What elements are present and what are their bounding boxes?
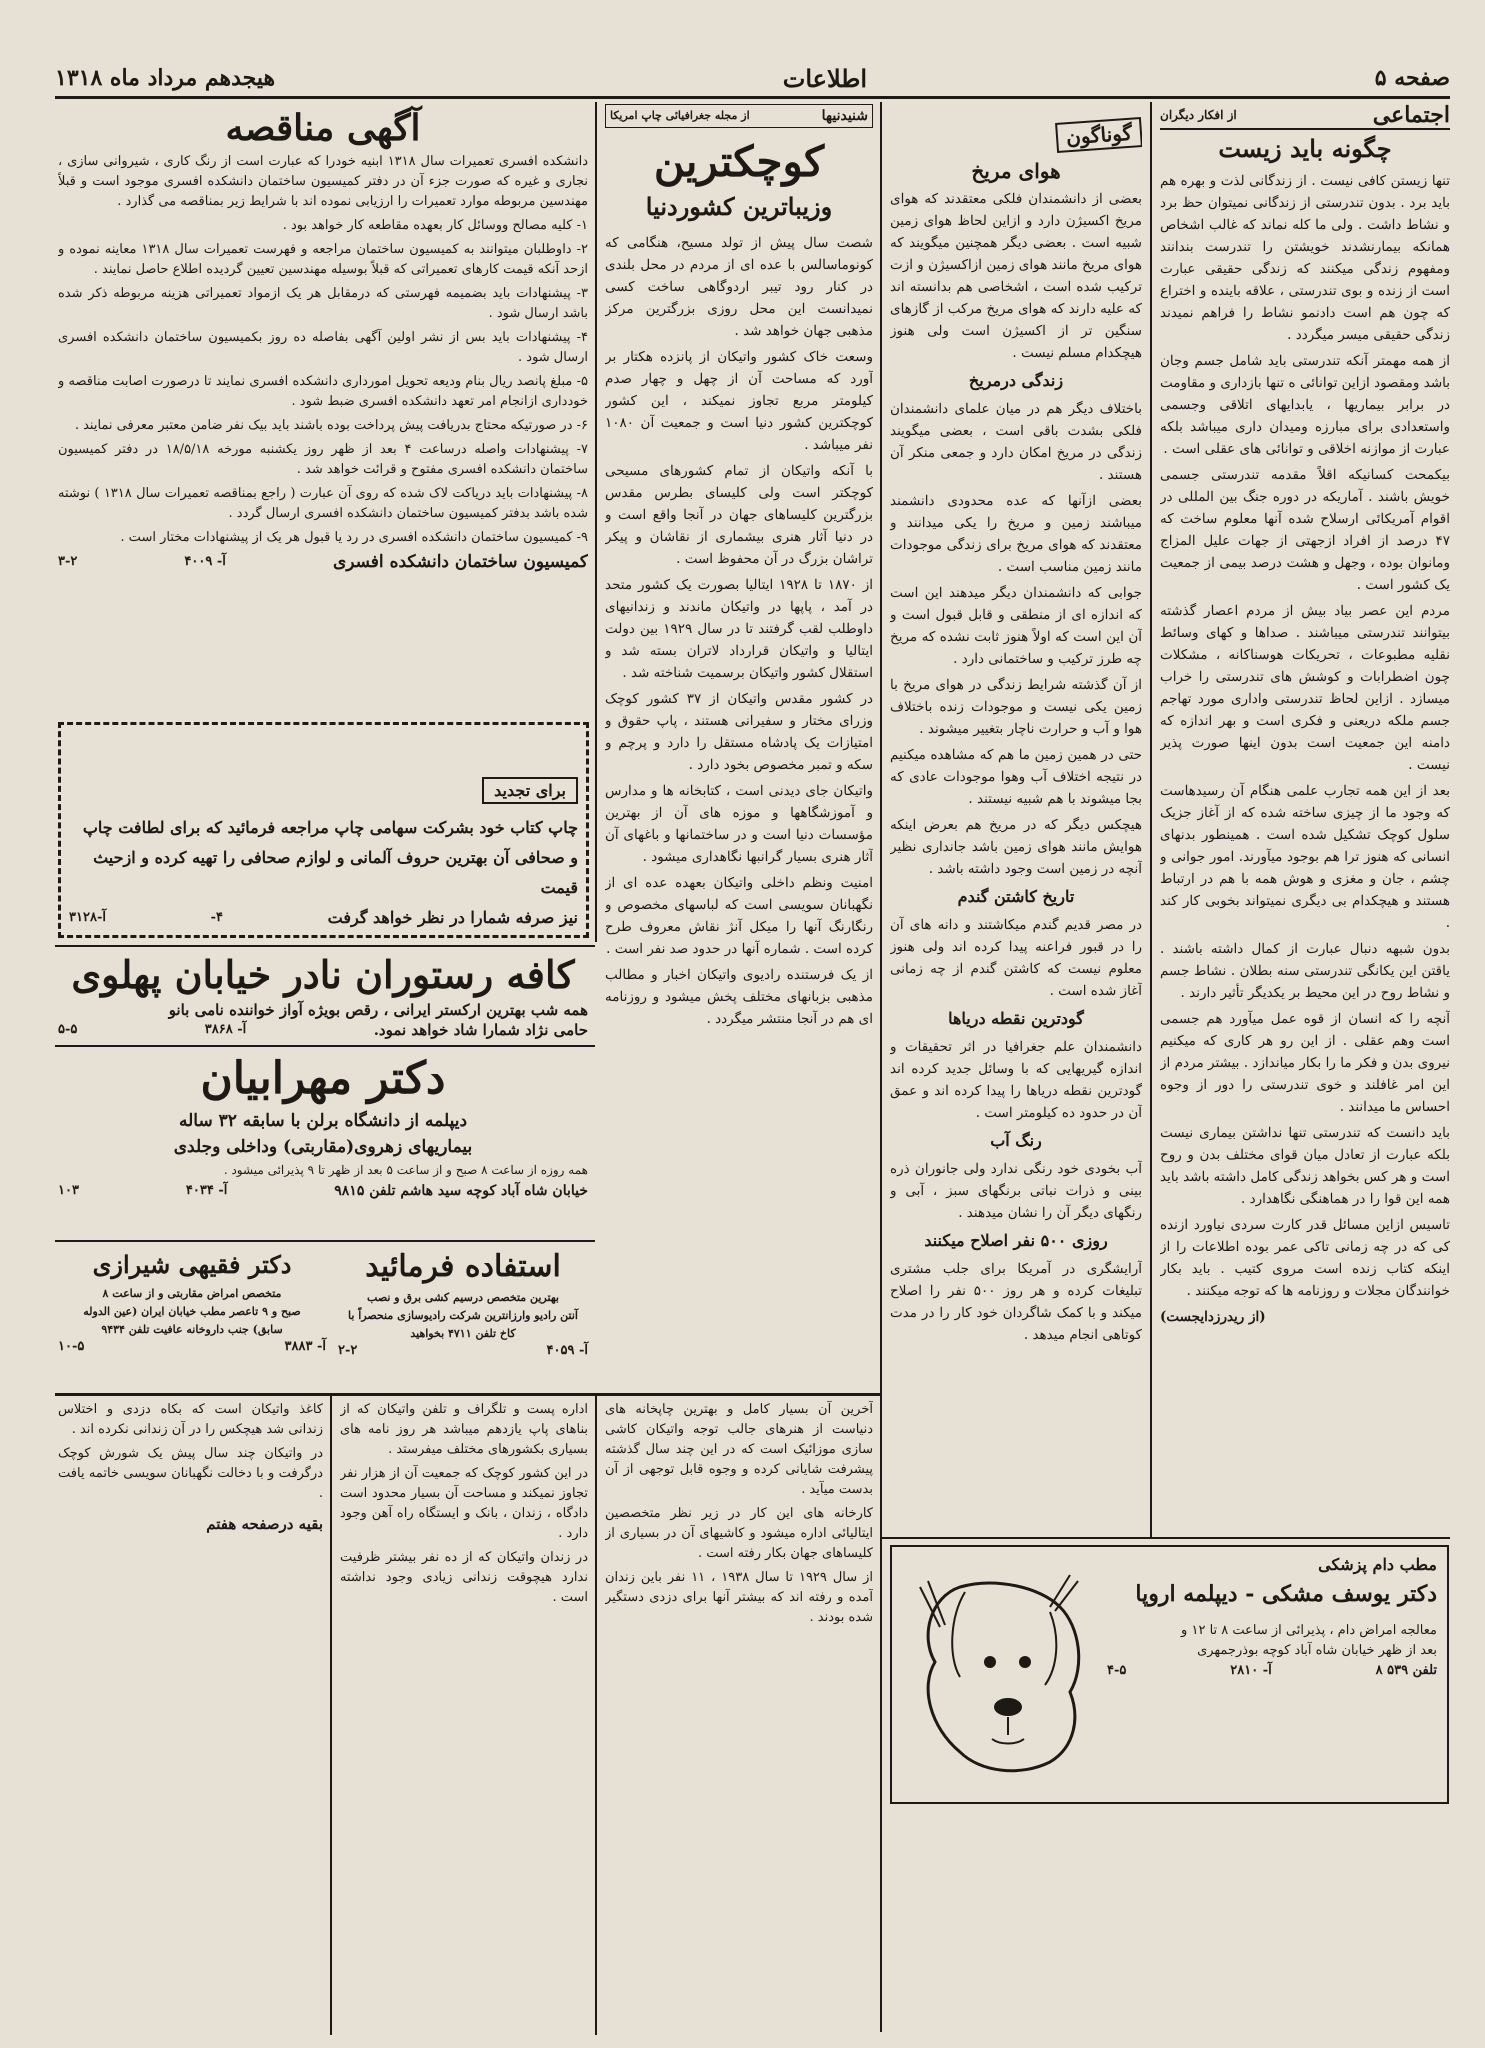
ad-code: ۴- [210,910,223,925]
list-item: ۸- پیشنهادات باید دریاکت لاک شده که روی آن عبارت ( راجع بمناقصه تعمیرات سال ۱۳۱۸ ) نوشته شده باشد بدفتر کمیسیون ساختمان دانشکده افسری ارسال گردد . [58,486,588,521]
list-item: ۲- داوطلبان میتوانند به کمیسیون ساختمان مراجعه و فهرست تعمیرات سال ۱۳۱۸ معاینه نموده و ازحد آنکه قیمت کارهای تعمیراتی که قبلاً بوسیله مهندسین تعیین گردیده اطلاع حاصل نمایند . [58,242,588,277]
social-column [1160,104,1450,1534]
paragraph: آرایشگری در آمریکا برای جلب مشتری تبلیغات کرده و هر روز ۵۰۰ نفر را اصلاح میکند و با کمک شاگردان خود کار را در مدت کوتاهی انجام میدهد . [890,1261,1142,1343]
paragraph: در کشور مقدس واتیکان از ۳۷ کشور کوچک وزرای مختار و سفیرانی هستند ، پاپ حقوق و امتیازات یک پادشاه مستقل را دارد و پرچم و سکه و تمبر مخصوص بخود دارد . [605,691,873,773]
ad-code: ۳-۲ [58,554,78,569]
column-rule [595,1395,597,2035]
paragraph: شصت سال پیش از تولد مسیح، هنگامی که کونوماسالس با عده ای از مردم در محل بلندی در کنار رود تیبر اردوگاهی ساخت کسی نمیدانست این محل روزی بزرگترین مرکز مذهبی جهان خواهد شد . [605,235,873,339]
masthead [55,60,1450,99]
print-ad-box [58,722,589,938]
paragraph: تاسیس ازاین مسائل قدر کارت سردی نیاورد ازنده کی که در چه زمانی تاکی عمر بوده اطلاعات را از اینکه کتاب زنده است مروی کتیب . باید بکار خوانندگان مجلات و روزنامه ها که توجه میکنند . [1160,1217,1450,1299]
bottom-article-col [58,1400,323,2030]
paragraph: با آنکه واتیکان از تمام کشورهای مسیحی کوچکتر است ولی کلیسای بطرس مقدس بزرگترین کلیساهای جهان در آنجا واقع است و در دنیا آثار هنری بیشماری از نقاشان و پیکر تراشان بزرگ در آن محفوظ است . [605,463,873,567]
ad-line: کاخ تلفن ۴۷۱۱ بخواهید [410,1327,516,1340]
paragraph: در واتیکان چند سال پیش یک شورش کوچک درگرفت و با دخالت نگهبانان سویسی خاتمه یافت . [58,1446,323,1501]
ad-line: همه روزه از ساعت ۸ صبح و از ساعت ۵ بعد از ظهر تا ۹ پذیرائی میشود . [223,1163,588,1177]
ad-line: چاپ کتاب خود بشرکت سهامی چاپ مراجعه فرمائید که برای لطافت چاپ [82,818,578,837]
paragraph: از ۱۸۷۰ تا ۱۹۲۸ ایتالیا بصورت یک کشور متحد در آمد ، پاپها در واتیکان ماندند و زندانیهای داوطلب لقب گرفتند تا در سال ۱۹۲۹ بین دولت ایتالیا و واتیکان قرارداد لاتران بسته شد و استقلال کشور واتیکان برسمیت شناخته شد . [605,577,873,681]
paragraph: در مصر قدیم گندم میکاشتند و دانه های آن را در قبور فراعنه پیدا کرده اند ولی هنوز معلوم نیست که کاشتن گندم از چه زمانی آغاز شده است . [890,917,1142,999]
bottom-article-col [340,1400,588,2030]
list-item: ۱- کلیه مصالح ووسائل کار بعهده مقاطعه کار خواهد بود . [282,218,588,233]
ad-code: ۱۰-۵ [58,1339,85,1354]
ad-line: متخصص امراض مقاربتی و از ساعت ۸ [102,1287,282,1300]
doctor-shirazi-ad [58,1245,326,1385]
paragraph: دانشکده افسری تعمیرات سال ۱۳۱۸ ابنیه خودرا که عبارت است از رنگ کاری ، شیروانی سازی ، نجاری و غیره که صورت جزء آن در دفتر کمیسیون ساختمان دانشکده افسری موجود است و قبلاً مهندسین مربوطه موارد تعمیرات را ارزیابی نموده اند با شرایط زیر بمناقصه می گذارد . [58,154,588,209]
list-item: ۵- مبلغ پانصد ریال بنام ودیعه تحویل امورداری دانشکده افسری نمایند تا درصورت اصابت مناقصه و خودداری ازانجام امر تعهد دانشکده افسری ضبط شود . [58,374,588,409]
ad-line: صبح و ۹ تاعصر مطب خیابان ایران (عین الدوله [83,1305,301,1318]
list-item: ۷- پیشنهادات واصله درساعت ۴ بعد از ظهر روز یکشنبه مورخه ۱۸/۵/۱۸ در دفتر کمیسیون ساختمان دانشکده افسری مفتوح و قرائت خواهد شد . [58,442,588,477]
page-number: صفحه ۵ [1374,65,1450,91]
ad-line: نیز صرفه شمارا در نظر خواهد گرفت [327,908,578,927]
paragraph: اداره پست و تلگراف و تلفن واتیکان که از بناهای پاپ یازدهم میباشد هر روز نامه های بسیاری بکشورهای مختلف میفرستد . [340,1402,588,1457]
section-label: اجتماعی [1372,104,1450,128]
paragraph: حتی در همین زمین ما هم که مشاهده میکنیم در نتیجه اختلاف آب وهوا موجودات عادی که بجا میشوند با هم شبیه نیستند . [890,747,1142,807]
vatican-column [605,104,873,1389]
paragraph: دانشمندان علم جغرافیا در اثر تحقیقات و اندازه گیریهایی که با وسائل جدید کرده اند گودترین نقطه دریاها را پیدا کرده اند و عمق آن در حدود ده کیلومتر است . [890,1039,1142,1121]
paragraph: از سال ۱۹۲۹ تا سال ۱۹۳۸ ، ۱۱ نفر باین زندان آمده و رفته اند که بیشتر آنها برای دزدی دستگیر شده بودند . [605,1570,873,1625]
ad-line: و صحافی آن بهترین حروف آلمانی و لوازم صحافی را تهیه کرده و ازحیث قیمت [93,848,578,897]
paragraph: بعضی از دانشمندان فلکی معتقدند که هوای مریخ اکسیژن دارد و ازاین لحاظ هوای زمین شبیه است . بعضی دیگر همچنین میگویند که هوای مریخ مانند هوای زمین ازاکسیژن و ازت ترکیب شده است ، اشخاصی هم بدانسته اند که علیه دارند که هوای مریخ مرکب از گازهای سنگین تر از اکسیژن است ولی هنوز هیچکدام مسلم نیست . [890,191,1142,361]
column-rule [595,102,597,942]
paragraph: آخرین آن بسیار کامل و بهترین چاپخانه های دنیاست از هنرهای جالب توجه واتیکان کاشی سازی موزائیک است که در این چند سال گذشته پیشرفت شایانی کرده و وجوه قابل توجهی از آن بدست میآید . [605,1402,873,1497]
misc-column [890,104,1142,1534]
paragraph: باختلاف دیگر هم در میان علمای دانشمندان فلکی بشدت باقی است ، بعضی میگویند زندگی در مریخ امکان دارد و جمعی منکر آن هستند . [890,401,1142,483]
paragraph: کاغذ واتیکان است که بکاه دزدی و اختلاس زندانی شد هیچکس را در آن زندانی نکرده اند . [58,1402,323,1437]
paragraph: در زندان واتیکان که از ده نفر بیشتر ظرفیت ندارد هیچوقت زندانی زیادی وجود نداشته است . [340,1550,588,1605]
issue-date: هیجدهم مرداد ماه ۱۳۱۸ [55,65,276,91]
ad-line: دیپلمه از دانشگاه برلن با سابقه ۳۲ ساله [178,1111,468,1131]
continued-note: بقیه درصفحه هفتم [206,1515,323,1533]
list-item: ۶- در صورتیکه محتاج بدریافت پیش پرداخت بوده باشند باید بیک نفر ضامن معتبر معرفی نمایند . [74,418,588,433]
list-item: ۴- پیشنهادات باید بس از نشر اولین آگهی بفاصله ده روز بکمیسیون ساختمان دانشکده افسری ارسال شود . [58,330,588,365]
section-rule [55,1393,880,1396]
paragraph: از همه مهمتر آنکه تندرستی باید شامل جسم وجان باشد ومقصود ازاین توانائی ه تنها بازداری و مقاومت در برابر بیماریها ، یابدایهای اتلاقی وجسمی واستعدادی برای مبارزه ومیدان داری میباشد بلکه عبارت از موازنه اخلاقی و توانائی های عقلی است . [1160,353,1450,457]
ad-code: آ- ۲۸۱۰ [1230,1663,1272,1678]
ad-title: آگهی مناقصه [225,107,421,149]
column-rule [330,1395,332,2035]
paragraph: از آن گذشته شرایط زندگی در هوای مریخ با زمین یکی نیست و موجودات زنده باختلاف هوا و آب و حرارت ناچار بتغییر میشوند . [890,677,1142,737]
kicker: شنیدنیها [821,108,868,124]
subheading: روزی ۵۰۰ نفر اصلاح میکنند [924,1231,1108,1250]
dog-head-illustration [900,1567,1090,1787]
ad-title: استفاده فرمائید [365,1249,561,1284]
paragraph: بعد از این همه تجارب علمی هنگام آن رسیدهاست که وجود ما از چیزی ساخته شده که از آغاز جزیک سلول کوچک تشکیل شده است . همینطور بدنهای انسانی که هنوز ترا هم بوجود میآورند. امور جوانی و چشم ، جان و مغزی و هوش همه با هم در ارتباط هستند و هیچکدام بی دیگری نمیتواند بخوبی کار کند . [1160,783,1450,931]
ad-code: آ- ۳۸۸۳ [284,1339,326,1354]
ad-code: ۴-۵ [1107,1663,1127,1678]
ad-title: دکتر مهرابیان [200,1053,446,1104]
ad-code: ۲-۲ [338,1343,358,1358]
subheading: تاریخ کاشتن گندم [957,887,1075,906]
paragraph: بیکمحت کسانیکه اقلاً مقدمه تندرستی جسمی خویش باشند . آماریکه در دوره جنگ بین المللی در اقوام آمریکائی ارسلاح شده آنها معلوم ساخت که ۴۷ درصد از افراد ازجهتی از جهات عليل المزاج ومانوان بوده ، وجهل و هشت درصد بیمی از جمعیت یک کشور است . [1160,467,1450,593]
section-label: گوناگون [1055,117,1142,153]
ad-line: آنتن رادیو وارزانترین شرکت رادیوسازی منحصراً با [348,1309,578,1322]
ad-line: بیماریهای زهروی(مقاربتی) وداخلی وجلدی [173,1137,473,1157]
section-rule [882,1537,1450,1539]
paragraph: امنیت ونظم داخلی واتیکان بعهده عده ای از نگهبانان سویسی است که لباسهای مخصوص و رنگارنگ آنها را میکل آنژ نقاش معروف طرح کرده است . شماره آنها در حدود صد نفر است . [605,875,873,957]
source-label: از مجله جغرافیائی چاپ امریکا [610,109,750,122]
article-subtitle: وزیباترین کشوردنیا [645,192,833,221]
paragraph: آنچه را که انسان از قوه عمل میآورد هم جسمی است وهم عقلی . از این رو هر کاری که میکنیم نیروی بدن و فکر ما را بکار میاندازد . بیشتر مردم از این امر غافلند و خوی تندرستی را دور از وجوه احساس ما میدانند . [1160,1011,1450,1115]
ad-code: آ-۳۱۲۸ [69,910,106,925]
section-rule [55,1045,595,1047]
estefade-ad [338,1245,588,1385]
article-title: چگونه باید زیست [1218,134,1392,163]
signature: کمیسیون ساختمان دانشکده افسری [332,552,588,572]
ad-line: تلفن ۵۳۹ ۸ [1375,1663,1437,1678]
paragraph: از یک فرستنده رادیوی واتیکان اخبار و مطالب مذهبی بزبانهای مختلف پخش میشود و روزنامه ای هم در آنجا منتشر میگردد . [605,967,873,1027]
article-title: هوای مریخ [971,159,1061,183]
ad-title: مطب دام پزشکی [1318,1555,1437,1574]
paragraph: وسعت خاک کشور واتیکان از پانزده هکتار بر آورد که مساحت آن از چهل و چهار صدم کیلومتر مربع تجاوز نمیکند ، این کشور کوچکترین کشور دنیا است و جمعیت آن ۱۰۸۰ نفر میباشد . [605,349,873,453]
list-item: ۳- پیشنهادات باید بضمیمه فهرستی که درمقابل هر یک ازمواد تعمیراتی هزینه مربوطه ذکر شده باشد ارسال شود . [58,286,588,321]
newspaper-name: اطلاعات [782,63,868,93]
cafe-ad [58,950,588,1042]
ad-title: برای تجدید [482,777,578,804]
credit: (از ریدرزدایجست) [1160,1309,1266,1325]
paragraph: بدون شبهه دنبال عبارت از کمال داشته باشند . ياقتن این یکانگی تندرستی سنه بطلان . نشاط جسم و نشاط روح در این محیط بر یکدیگر تأثیر دارند . [1160,941,1450,1001]
paragraph: مردم این عصر بیاد بیش از مردم اعصار گذشته بیتوانند تندرستی میباشند . صداها و کهای وسائط نقلیه مطبوعات ، تحریکات هوسناکانه ، مشکلات چون اضطرابات و کوشش های تندرستی را خراب میسازد . ازاین لحاظ تندرستی واداری مورد تهاجم جسم ملکه دریعنی و فکری است و بهر اندازه که دامنه این جمعیت است بدون اینها صورت پذیر نیست . [1160,603,1450,773]
ad-code: آ- ۴۰۳۴ [185,1183,228,1198]
column-rule [1150,102,1152,1537]
subheading: زندگی درمریخ [968,371,1064,390]
ad-name: دکتر یوسف مشکی - دیپلمه اروپا [1135,1581,1437,1607]
paragraph: آب بخودی خود رنگی ندارد ولی جانوران ذره بینی و ذرات نباتی برنگهای سبز ، آبی و رنگهای دیگر آن را نشان میدهند . [890,1161,1142,1221]
paragraph: تنها زیستن کافی نیست . از زندگانی لذت و بهره هم باید برد . بدون تندرستی از زندگانی نمیتوان حظ برد و نشاط داشت . ولی ما کله نماند که غالب اشخاص همانکه بیمارنشدند خویشتن را تندرست بندانند ومفهوم زندگی میکنند که زندگی حقیقی عبارت است از زنده و بوی تندرستی ، علاقه باینده و اختراع که چون هم است دادنمو نشاط را فراهم نمیدند زندگی حقیقی میسر میگردد . [1160,173,1450,343]
ad-line: بهترین متخصص درسیم کشی برق و نصب [367,1291,559,1304]
paragraph: باید دانست که تندرستی تنها نداشتن بیماری نیست بلکه عبارت از تعادل میان قوای مختلف بدن و روح است و هر کس بخواهد زندگی کامل داشته باشد باید همه این قوا را در هماهنگی نگاهدارد . [1160,1125,1450,1207]
ad-line: خیابان شاه آباد کوچه سید هاشم تلفن ۹۸۱۵ [334,1183,588,1199]
ad-title: دکتر فقیهی شیرازی [92,1250,292,1279]
ad-line: سابق) جنب داروخانه عافیت تلفن ۹۴۳۴ [101,1323,283,1336]
subheading: گودترین نقطه دریاها [948,1009,1084,1028]
vet-ad [890,1545,1449,1804]
subheading: رنگ آب [990,1131,1042,1150]
column-rule [880,102,882,2032]
ad-code: آ- ۴۰۵۹ [546,1343,588,1358]
ad-code: آ- ۴۰۰۹ [184,554,226,569]
article-title: کوچکترین [653,137,825,186]
ad-line: همه شب بهترین ارکستر ایرانی ، رقص بویژه آواز خواننده نامی بانو [168,1001,588,1019]
ad-line: معالجه امراض دام ، پذیرائی از ساعت ۸ تا ۱۲ و [1181,1623,1437,1638]
paragraph: واتیکان جای دیدنی است ، کتابخانه ها و مدارس و آموزشگاهها و موزه های آن از بهترین مؤسسات دنیا است و در ساختمانها و باغهای آن آثار هنری بسیار گرانبها نگاهداری میشود . [605,783,873,865]
bottom-article-col [605,1400,873,2030]
section-rule [55,945,595,947]
ad-title: کافه رستوران نادر خیابان پهلوی [71,952,575,997]
list-item: ۹- کمیسیون ساختمان دانشکده افسری در رد یا قبول هر یک از پیشنهادات مختار است . [120,530,588,545]
ad-code: ۱۰۳ [58,1183,79,1198]
ad-line: حامی نژاد شمارا شاد خواهد نمود. [373,1021,588,1039]
ad-code: ۵-۵ [58,1022,78,1037]
paragraph: بعضی ازآنها که عده محدودی دانشمند میباشند زمین و مریخ را یکی میدانند و معتقدند که هوای مریخ برای زندگی موجودات مانند زمین مناسب است . [890,493,1142,575]
paragraph: در این کشور کوچک که جمعیت آن از هزار نفر تجاوز نمیکند و مساحت آن بسیار محدود است دادگاه ، زندان ، بانک و ایستگاه راه آهن وجود دارد . [340,1466,588,1541]
section-rule [55,1240,595,1242]
paragraph: هیچکس دیگر که در مریخ هم بعرض اینکه هوایش مانند هوای زمین باشد جانداری نظیر آنچه در زمین است وجود داشته باشد . [890,817,1142,877]
tender-ad [58,104,588,719]
paragraph: جوابی که دانشمندان دیگر میدهند این است که اندازه ای از منطقی و قابل قبول است و آن این است که اولاً هنوز ثابت نشده که مریخ چه طرز ترکیب و ساختمانی دارد . [890,585,1142,667]
doctor-mehrabian-ad [58,1050,588,1235]
ad-code: آ- ۳۸۶۸ [204,1022,247,1037]
ad-line: بعد از ظهر خیابان شاه آباد کوچه بوذرجمهری [1197,1643,1437,1658]
paragraph: کارخانه های این کار در زیر نظر متخصصین ایتالیائی اداره میشود و کاشیهای آن در بسیاری از کلیساهای جهان بکار رفته است . [605,1506,873,1561]
source-label: از افکار دیگران [1160,108,1237,122]
